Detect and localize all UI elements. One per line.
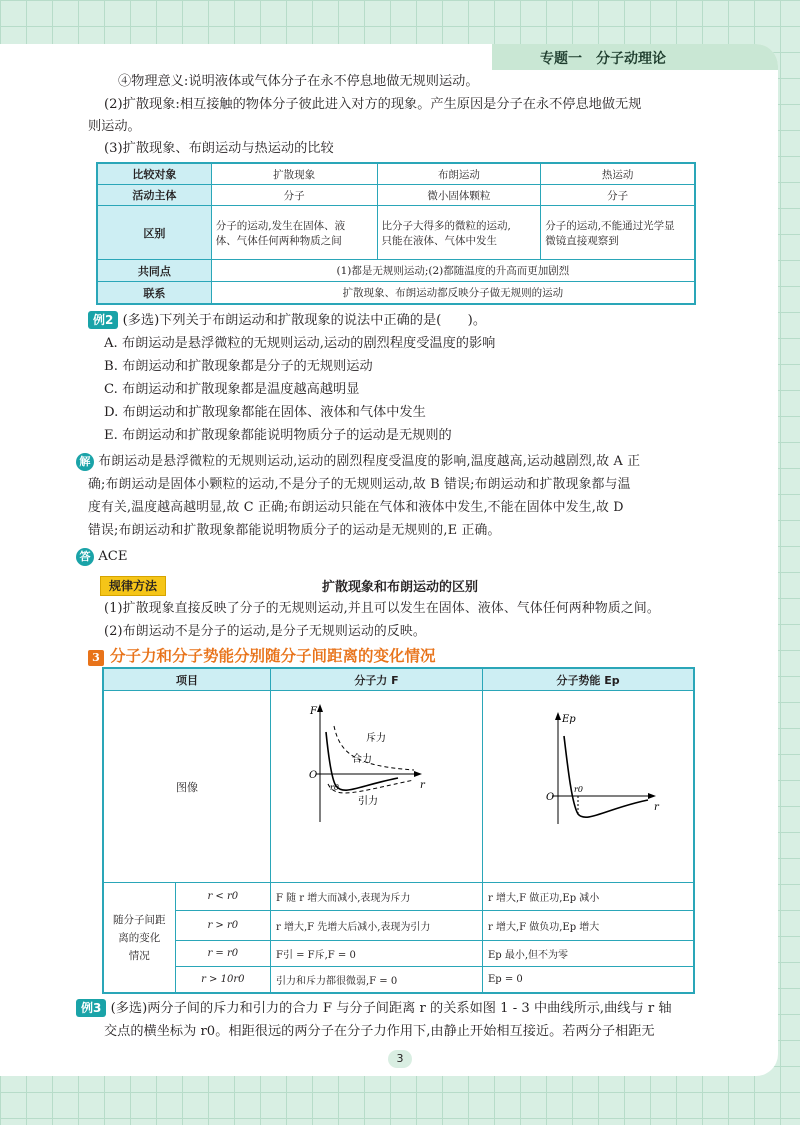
force-cell: F 随 r 增大而减小,表现为斥力 (271, 883, 483, 911)
answer-line (76, 546, 127, 568)
example2-stem: (多选)下列关于布朗运动和扩散现象的说法中正确的是( )。 (122, 313, 487, 328)
section3-number: 3 (88, 650, 104, 666)
comparison-table-frame (96, 162, 696, 305)
solution-text-1: 布朗运动是悬浮微粒的无规则运动,运动的剧烈程度受温度的影响,温度越高,运动越剧烈,故 A 正 (98, 454, 641, 469)
cell-line: 只能在液体、气体中发生 (381, 234, 498, 247)
force-cell: r 增大,F 先增大后减小,表现为引力 (271, 911, 483, 941)
force-axis-label-x: r (420, 780, 425, 791)
energy-y-arrow (555, 712, 561, 720)
condition-cell: r > 10r0 (175, 967, 270, 993)
force-axis-label-y: F (310, 706, 317, 717)
table-cell: 扩散现象、布朗运动都反映分子做无规则的运动 (211, 282, 694, 304)
variation-label-cell (104, 883, 176, 993)
page-number: 3 (388, 1050, 412, 1068)
table-cell (377, 206, 541, 260)
variation-label-line: 离的变化 (118, 931, 161, 944)
cell-line: 体、气体任何两种物质之间 (215, 234, 342, 247)
table-header-cell: 布朗运动 (377, 164, 541, 185)
example3-tag: 例3 (76, 999, 106, 1017)
energy-cell: r 增大,F 做负功,Ep 增大 (482, 911, 693, 941)
intro-paragraph-2b: 则运动。 (88, 119, 141, 134)
example2-tag: 例2 (88, 311, 118, 329)
cell-line: 微镜直接观察到 (545, 234, 619, 247)
condition-cell: r < r0 (175, 883, 270, 911)
energy-r0-label: r0 (573, 785, 583, 794)
answer-text: ACE (98, 549, 128, 564)
method-title: 扩散现象和布朗运动的区别 (322, 580, 479, 595)
force-r0-label: r0 (330, 783, 339, 792)
solution-line-4: 错误;布朗运动和扩散现象都能说明物质分子的运动是无规则的,E 正确。 (88, 523, 501, 538)
force-y-arrow (317, 704, 323, 712)
method-tag (100, 575, 166, 596)
condition-cell: r = r0 (175, 941, 270, 967)
energy-origin-label: O (545, 792, 555, 803)
force-x-arrow (414, 771, 422, 777)
option-a: A. 布朗运动是悬浮微粒的无规则运动,运动的剧烈程度受温度的影响 (104, 336, 496, 351)
example3-line-2: 交点的横坐标为 r0。相距很远的两分子在分子力作用下,由静止开始相互接近。若两分子相距无 (104, 1024, 655, 1039)
option-e: E. 布朗运动和扩散现象都能说明物质分子的运动是无规则的 (104, 428, 452, 443)
method-line-1: (1)扩散现象直接反映了分子的无规则运动,并且可以发生在固体、液体、气体任何两种物质之间。 (104, 601, 660, 616)
energy-cell: Ep = 0 (482, 967, 693, 993)
attraction-label: 引力 (358, 796, 378, 807)
potential-energy-curve (564, 736, 648, 817)
energy-cell: Ep 最小,但不为零 (482, 941, 693, 967)
energy-graph (488, 692, 688, 878)
method-line-2: (2)布朗运动不是分子的运动,是分子无规则运动的反映。 (104, 624, 426, 639)
intro-paragraph-1: ④物理意义:说明液体或气体分子在永不停息地做无规则运动。 (118, 74, 479, 89)
force-energy-table-frame (102, 667, 695, 994)
solution-line-1 (76, 451, 640, 473)
repulsion-label: 斥力 (366, 733, 386, 744)
variation-label-line: 随分子间距 (113, 913, 166, 926)
energy-graph-cell (482, 691, 693, 883)
energy-axis-label-x: r (653, 802, 659, 813)
cell-line: 分子的运动,发生在固体、液 (215, 219, 346, 232)
energy-cell: r 增大,F 做正功,Ep 减小 (482, 883, 693, 911)
row-label: 活动主体 (98, 185, 212, 206)
table-header-cell: 比较对象 (98, 164, 212, 185)
table-header-cell: 热运动 (541, 164, 695, 185)
section3-title: 分子力和分子势能分别随分子间距离的变化情况 (110, 647, 436, 665)
comparison-table (97, 163, 695, 304)
net-force-label: 合力 (352, 754, 372, 765)
example3-text-1: (多选)两分子间的斥力和引力的合力 F 与分子间距离 r 的关系如图 1 - 3 中曲线所示,曲线与 r 轴 (110, 1001, 672, 1016)
table-header-cell: 分子势能 Ep (482, 669, 693, 691)
solution-line-3: 度有关,温度越高越明显,故 C 正确;布朗运动只能在气体和液体中发生,不能在固体中发生,故 D (88, 500, 624, 515)
intro-paragraph-3: (3)扩散现象、布朗运动与热运动的比较 (104, 141, 334, 156)
attraction-curve (328, 780, 414, 793)
table-cell: 分子 (541, 185, 695, 206)
cell-line: 比分子大得多的微粒的运动, (381, 219, 511, 232)
answer-tag: 答 (76, 548, 94, 566)
table-cell: (1)都是无规则运动;(2)都随温度的升高而更加剧烈 (211, 260, 694, 282)
force-origin-label: O (309, 770, 318, 781)
option-d: D. 布朗运动和扩散现象都能在固体、液体和气体中发生 (104, 405, 426, 420)
example2-stem-line (88, 310, 486, 332)
table-cell (541, 206, 695, 260)
option-b: B. 布朗运动和扩散现象都是分子的无规则运动 (104, 359, 373, 374)
table-cell: 分子 (211, 185, 377, 206)
cell-line: 分子的运动,不能通过光学显 (545, 219, 675, 232)
condition-cell: r > r0 (175, 911, 270, 941)
row-label: 联系 (98, 282, 212, 304)
row-label: 共同点 (98, 260, 212, 282)
solution-line-2: 确;布朗运动是固体小颗粒的运动,不是分子的无规则运动,故 B 错误;布朗运动和扩散现象都与温 (88, 477, 631, 492)
force-cell: F引 = F斥,F = 0 (271, 941, 483, 967)
force-graph (276, 692, 476, 878)
intro-paragraph-2a: (2)扩散现象:相互接触的物体分子彼此进入对方的现象。产生原因是分子在永不停息地做无规 (104, 97, 642, 112)
solution-tag: 解 (76, 453, 94, 471)
table-cell: 微小固体颗粒 (377, 185, 541, 206)
table-header-cell: 扩散现象 (211, 164, 377, 185)
section3-heading (88, 644, 436, 666)
row-label: 区别 (98, 206, 212, 260)
header-title: 专题一 分子动理论 (540, 51, 666, 67)
force-graph-cell (271, 691, 483, 883)
energy-x-arrow (648, 793, 656, 799)
option-c: C. 布朗运动和扩散现象都是温度越高越明显 (104, 382, 360, 397)
table-header-cell: 项目 (104, 669, 271, 691)
example3-line-1 (76, 998, 672, 1020)
variation-label-line: 情况 (128, 949, 150, 962)
energy-axis-label-y: Ep (561, 714, 576, 725)
force-cell: 引力和斥力都很微弱,F = 0 (271, 967, 483, 993)
force-energy-table (103, 668, 694, 993)
table-header-cell: 分子力 F (271, 669, 483, 691)
method-tag-label: 规律方法 (100, 576, 166, 596)
table-cell (211, 206, 377, 260)
image-row-label: 图像 (104, 691, 271, 883)
